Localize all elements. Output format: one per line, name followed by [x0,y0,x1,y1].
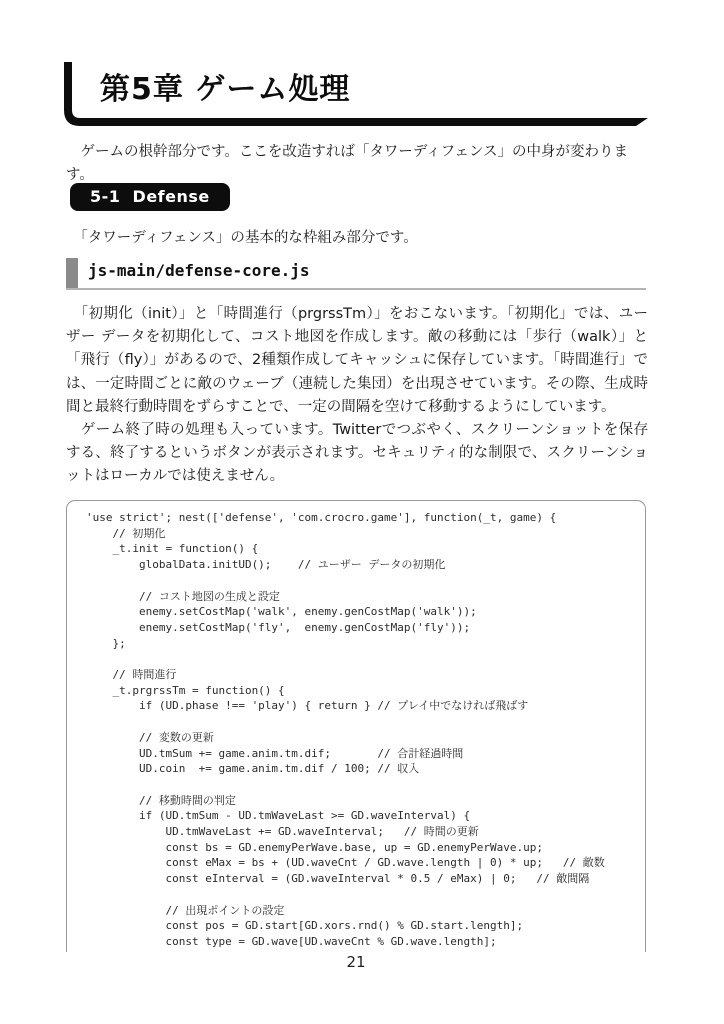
code-line: const pos = GD.start[GD.xors.rnd() % GD.start.length]; [86,919,524,933]
code-line [86,777,639,793]
chapter-title: 第5章 ゲーム処理 [100,72,351,107]
code-line: if (UD.tmSum - UD.tmWaveLast >= GD.waveInterval) { [86,809,471,823]
code-line: const eMax = bs + (UD.waveCnt / GD.wave.length | 0) * up; // 敵数 [86,856,605,870]
chapter-header [64,62,648,126]
code-line [86,714,639,730]
body-paragraph: 「初期化（init）」と「時間進行（prgrssTm）」をおこないます。「初期化」では、ユーザー データを初期化して、コスト地図を作成します。敵の移動には「歩行（walk）」と「飛行（fly）」があるので、2種類作成してキャッシュに保存しています。「時間進行」では、一定時間ごとに敵のウェーブ（連続した集団）を出現させています。その際、生成時間と最終行動時間をずらすことで、一定の間隔を空けて移動するようにしています。 [66,306,648,415]
code-line: globalData.initUD(); // ユーザー データの初期化 [86,558,446,572]
code-line: UD.tmSum += game.anim.tm.dif; // 合計経過時間 [86,746,464,760]
code-line: // 出現ポイントの設定 [86,903,285,917]
code-line: UD.tmWaveLast += GD.waveInterval; // 時間の更新 [86,825,479,839]
code-line [86,887,639,903]
body-paragraph: ゲーム終了時の処理も入っています。Twitterでつぶやく、スクリーンショットを保存する、終了するというボタンが表示されます。セキュリティ的な制限で、スクリーンショットはローカルでは使えません。 [66,422,648,485]
file-name: js-main/defense-core.js [88,261,310,280]
code-line: // 変数の更新 [86,730,214,744]
code-line: const bs = GD.enemyPerWave.base, up = GD.enemyPerWave.up; [86,840,543,854]
code-line: // コスト地図の生成と設定 [86,589,280,603]
code-line: const type = GD.wave[UD.waveCnt % GD.wave.length]; [86,934,497,948]
code-line: // 初期化 [86,526,166,540]
code-line: _t.prgrssTm = function() { [86,683,285,697]
section-heading-badge: 5-1 Defense [70,183,230,211]
code-content [67,501,645,950]
code-line: const eInterval = (GD.waveInterval * 0.5 / eMax) | 0; // 敵間隔 [86,872,590,886]
page-number: 21 [346,953,366,971]
chapter-intro-text: ゲームの根幹部分です。ここを改造すれば「タワーディフェンス」の中身が変わります。 [66,144,629,183]
code-line: enemy.setCostMap('fly', enemy.genCostMap('fly')); [86,620,471,634]
code-line: 'use strict'; nest(['defense', 'com.crocro.game'], function(_t, game) { [86,511,557,524]
code-block [66,500,646,952]
code-line [86,651,639,667]
code-line: _t.init = function() { [86,542,259,556]
code-line: if (UD.phase !== 'play') { return } // プレイ中でなければ飛ばす [86,699,529,713]
code-line: // 時間進行 [86,668,177,682]
code-line: UD.coin += game.anim.tm.dif / 100; // 収入 [86,762,420,776]
file-marker-icon [66,258,78,288]
body-text [66,303,648,489]
code-line: }; [86,636,126,650]
code-line: // 移動時間の判定 [86,793,236,807]
section-intro-text: 「タワーディフェンス」の基本的な枠組み部分です。 [66,230,418,246]
code-line [86,573,639,589]
code-line: enemy.setCostMap('walk', enemy.genCostMap('walk')); [86,605,477,619]
file-heading [66,257,646,290]
